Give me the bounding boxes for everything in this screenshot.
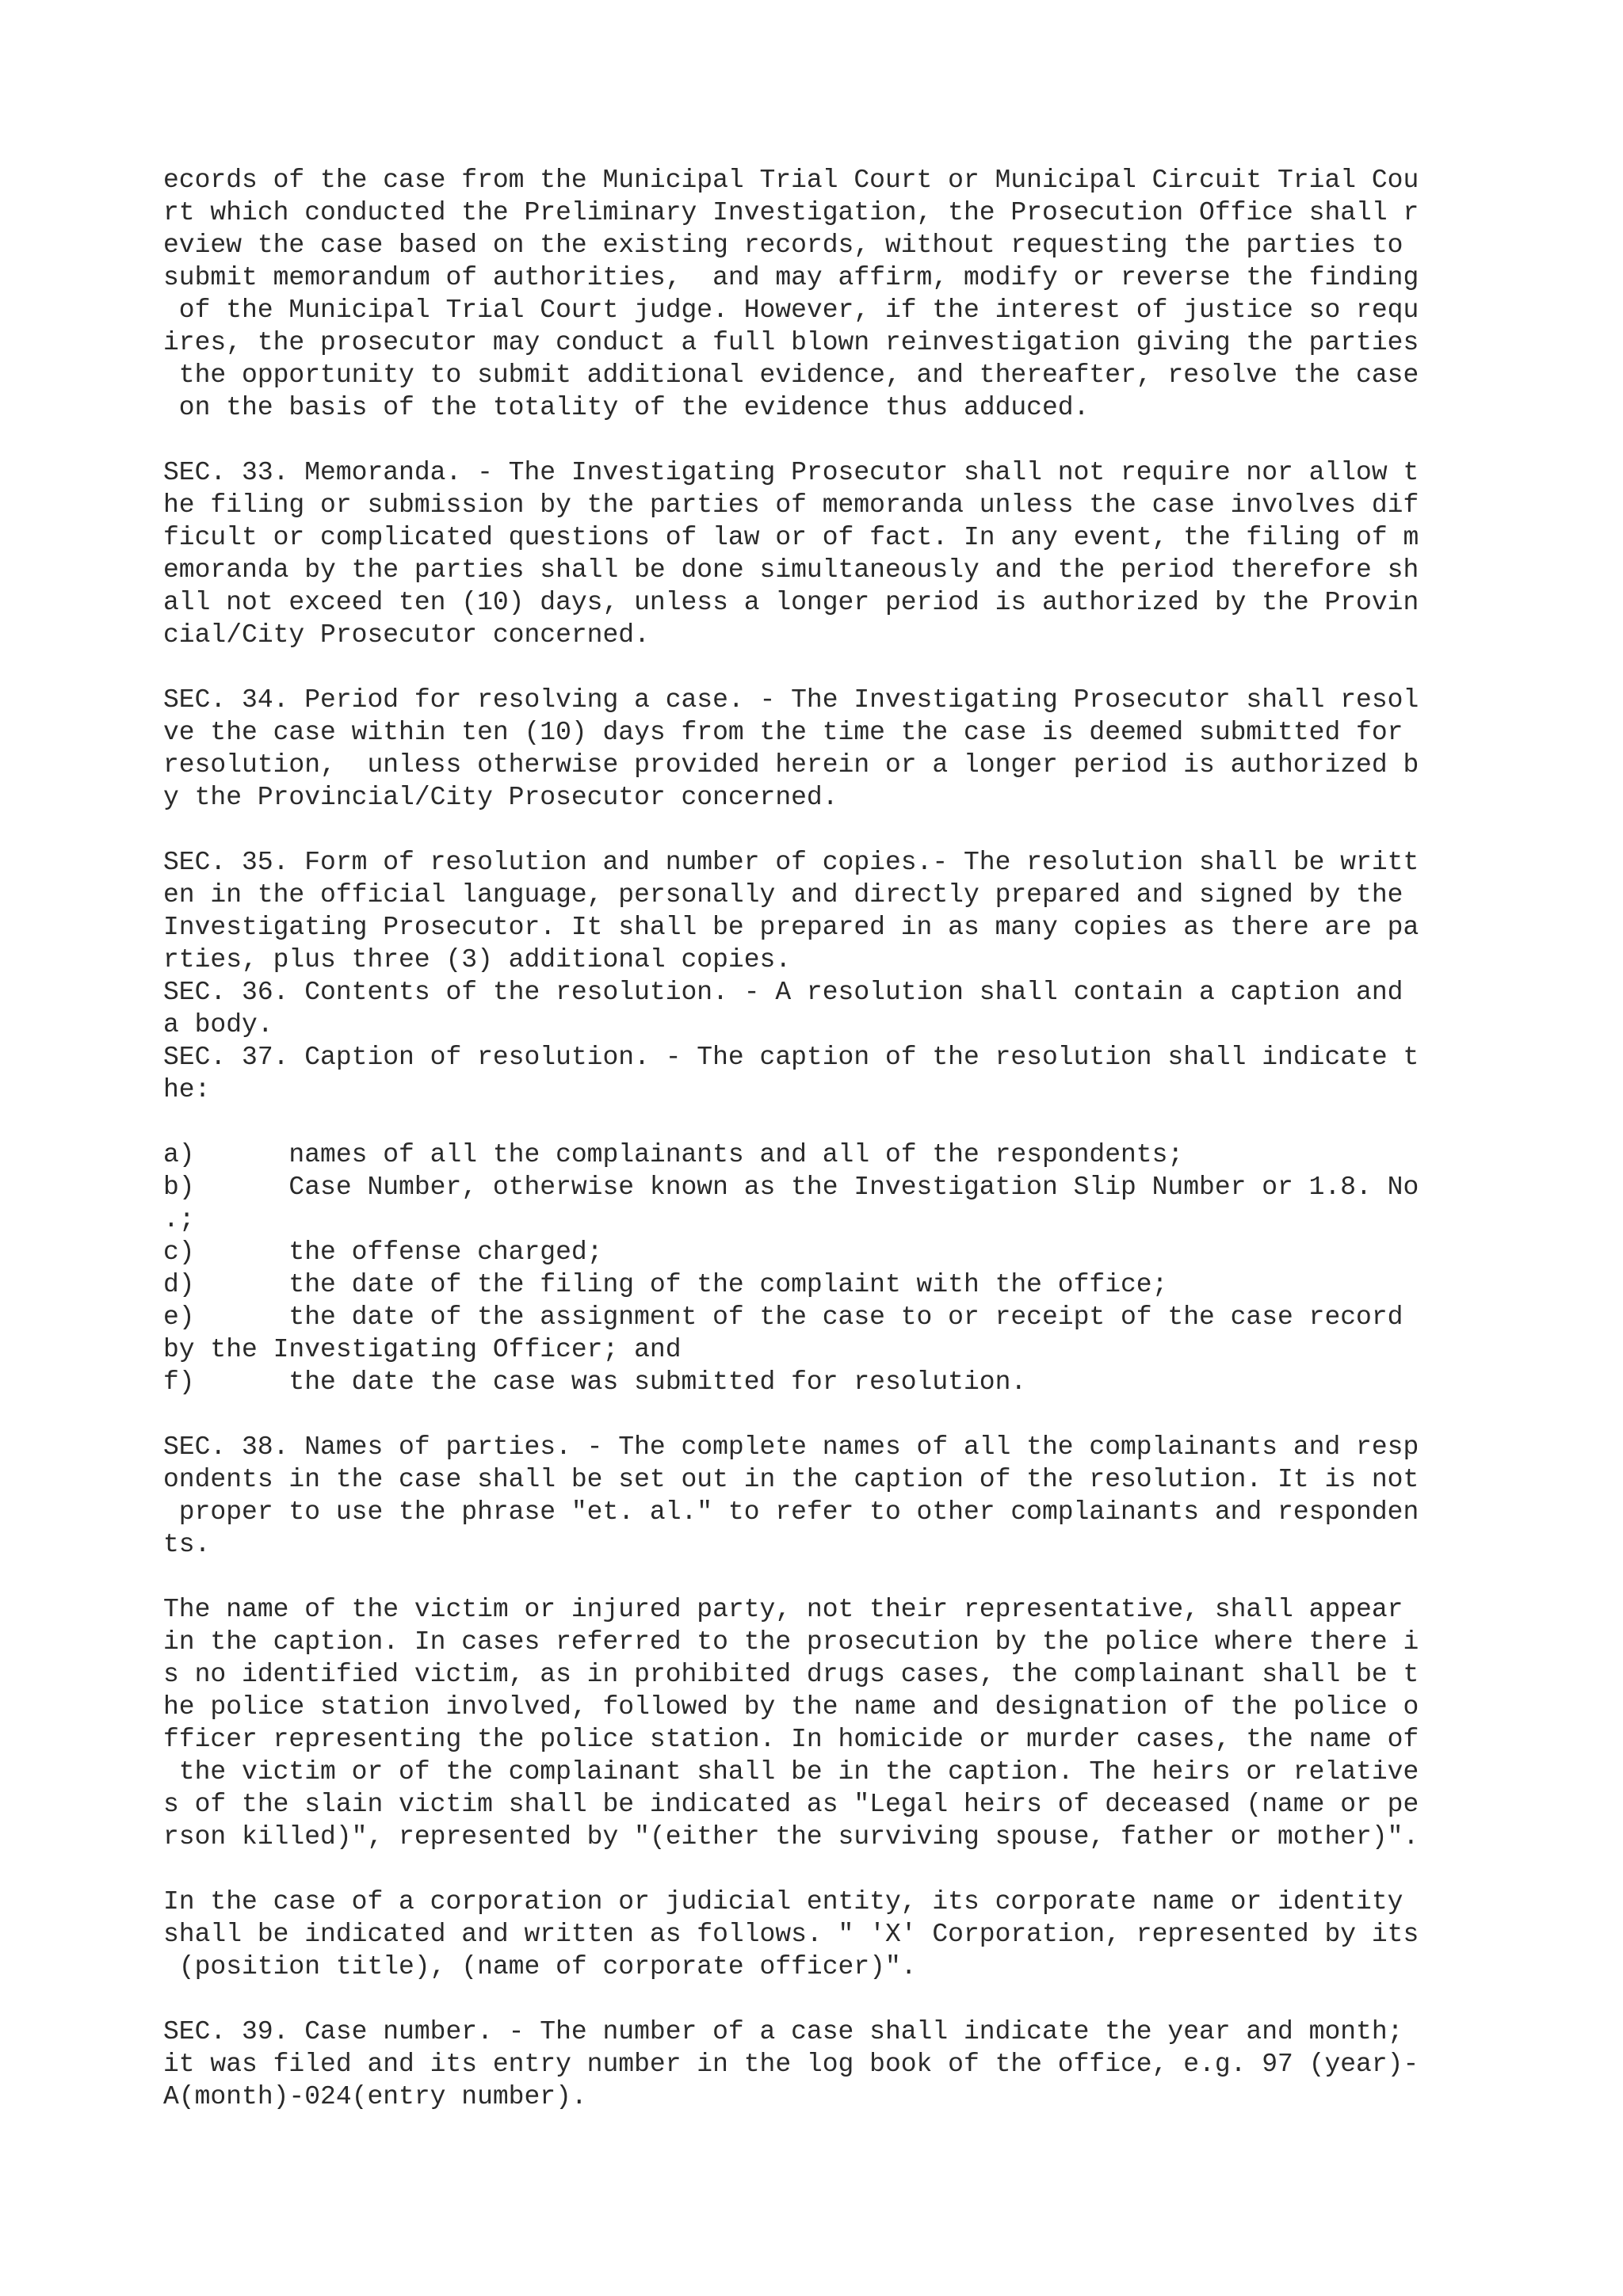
paragraph-spacer [163,1106,1479,1138]
text-line: SEC. 33. Memoranda. - The Investigating Prosecutor shall not require nor allow t [163,458,1419,487]
text-line: SEC. 39. Case number. - The number of a case shall indicate the year and month; [163,2017,1403,2046]
text-line: cial/City Prosecutor concerned. [163,620,650,650]
text-line: ficult or complicated questions of law or of fact. In any event, the filing of m [163,523,1419,552]
text-line: rties, plus three (3) additional copies. [163,945,792,974]
text-line: SEC. 34. Period for resolving a case. - The Investigating Prosecutor shall resol [163,685,1419,715]
text-line: c) the offense charged; [163,1238,603,1267]
text-line: A(month)-024(entry number). [163,2082,587,2111]
text-line: emoranda by the parties shall be done simultaneously and the period therefore sh [163,555,1419,585]
text-line: a) names of all the complainants and all of the respondents; [163,1140,1184,1169]
text-line: SEC. 37. Caption of resolution. - The caption of the resolution shall indicate t [163,1043,1419,1072]
text-line: all not exceed ten (10) days, unless a longer period is authorized by the Provin [163,588,1419,617]
text-line: fficer representing the police station. In homicide or murder cases, the name of [163,1725,1419,1754]
text-line: d) the date of the filing of the complaint with the office; [163,1270,1168,1299]
text-line: f) the date the case was submitted for resolution. [163,1367,1027,1397]
text-line: ts. [163,1530,211,1559]
text-line: SEC. 35. Form of resolution and number of copies.- The resolution shall be writt [163,848,1419,877]
text-line: he filing or submission by the parties of memoranda unless the case involves dif [163,490,1419,520]
paragraph-spacer [163,1561,1479,1593]
text-line: s of the slain victim shall be indicated as "Legal heirs of deceased (name or pe [163,1790,1419,1819]
text-line: submit memorandum of authorities, and may affirm, modify or reverse the finding [163,263,1419,292]
text-line: rson killed)", represented by "(either the surviving spouse, father or mother)". [163,1822,1419,1852]
text-line: ecords of the case from the Municipal Trial Court or Municipal Circuit Trial Cou [163,166,1419,195]
text-line: resolution, unless otherwise provided herein or a longer period is authorized b [163,750,1419,780]
text-line: in the caption. In cases referred to the prosecution by the police where there i [163,1627,1419,1657]
text-line: Investigating Prosecutor. It shall be prepared in as many copies as there are pa [163,913,1419,942]
text-line: it was filed and its entry number in the log book of the office, e.g. 97 (year)- [163,2050,1419,2079]
text-line: eview the case based on the existing records, without requesting the parties to [163,231,1403,260]
text-line: the victim or of the complainant shall be in the caption. The heirs or relative [163,1757,1419,1787]
text-line: he police station involved, followed by the name and designation of the police o [163,1692,1419,1722]
text-line: In the case of a corporation or judicial entity, its corporate name or identity [163,1887,1403,1917]
paragraph-spacer [163,424,1479,456]
text-line: shall be indicated and written as follows. " 'X' Corporation, represented by its [163,1920,1419,1949]
text-line: y the Provincial/City Prosecutor concerned. [163,783,838,812]
document-body [163,164,1479,2113]
paragraph-spacer [163,651,1479,684]
text-line: SEC. 36. Contents of the resolution. - A resolution shall contain a caption and [163,978,1403,1007]
paragraph-spacer [163,814,1479,846]
paragraph-spacer [163,1853,1479,1886]
text-line: The name of the victim or injured party, not their representative, shall appear [163,1595,1403,1624]
text-line: (position title), (name of corporate officer)". [163,1952,917,1981]
text-line: a body. [163,1010,273,1039]
text-line: on the basis of the totality of the evidence thus adduced. [163,393,1090,422]
text-line: rt which conducted the Preliminary Investigation, the Prosecution Office shall r [163,198,1419,227]
text-line: b) Case Number, otherwise known as the Investigation Slip Number or 1.8. No [163,1173,1419,1202]
text-line: ondents in the case shall be set out in the caption of the resolution. It is not [163,1465,1419,1494]
text-line: proper to use the phrase "et. al." to refer to other complainants and responden [163,1497,1419,1527]
text-line: s no identified victim, as in prohibited drugs cases, the complainant shall be t [163,1660,1419,1689]
text-line: SEC. 38. Names of parties. - The complete names of all the complainants and resp [163,1432,1419,1462]
text-line: ve the case within ten (10) days from the time the case is deemed submitted for [163,718,1403,747]
text-line: e) the date of the assignment of the case to or receipt of the case record [163,1302,1403,1332]
text-line: the opportunity to submit additional evidence, and thereafter, resolve the case [163,360,1419,390]
paragraph-spacer [163,1398,1479,1431]
text-line: he: [163,1075,211,1104]
text-line: by the Investigating Officer; and [163,1335,682,1364]
text-line: en in the official language, personally and directly prepared and signed by the [163,880,1403,910]
paragraph-spacer [163,1983,1479,2016]
text-line: of the Municipal Trial Court judge. However, if the interest of justice so requ [163,296,1419,325]
text-line: .; [163,1205,195,1234]
text-line: ires, the prosecutor may conduct a full blown reinvestigation giving the parties [163,328,1419,357]
